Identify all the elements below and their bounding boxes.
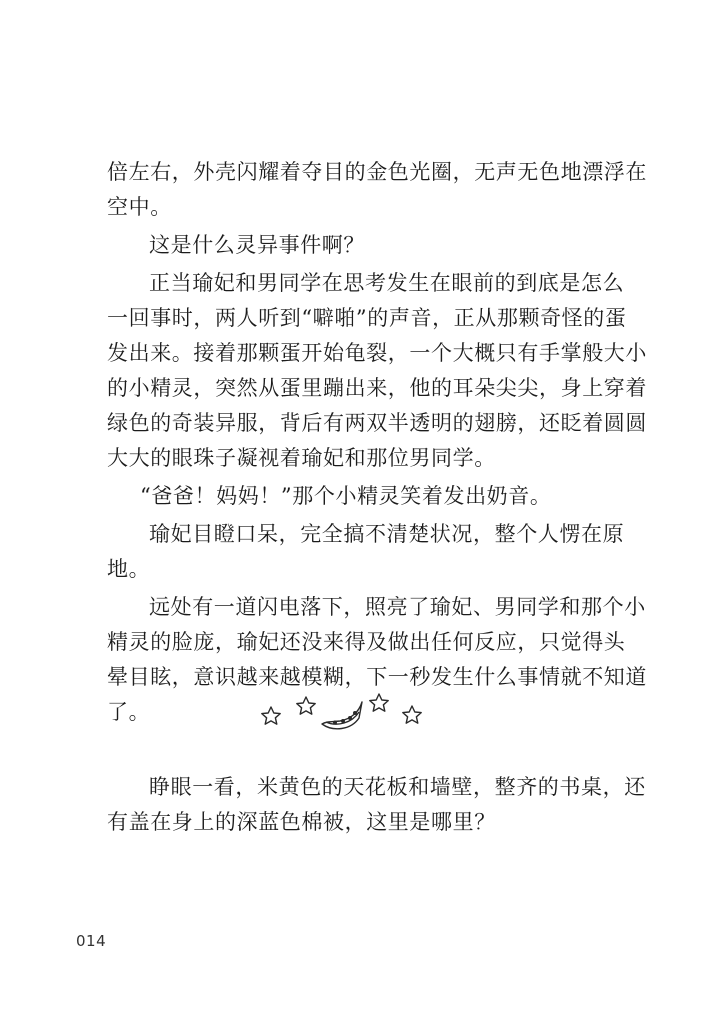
text-line: 瑜妃目瞪口呆，完全搞不清楚状况，整个人愣在原	[149, 522, 625, 546]
text-line: “爸爸！妈妈！”那个小精灵笑着发出奶音。	[140, 484, 552, 508]
text-line: 有盖在身上的深蓝色棉被，这里是哪里？	[107, 810, 496, 834]
watermelon-icon	[322, 702, 362, 729]
text-line: 地。	[107, 557, 151, 581]
text-line: 精灵的脸庞，瑜妃还没来得及做出任何反应，只觉得头	[107, 630, 626, 654]
text-line: 正当瑜妃和男同学在思考发生在眼前的到底是怎么	[149, 271, 625, 295]
text-line: 一回事时，两人听到“噼啪”的声音，正从那颗奇怪的蛋	[107, 306, 627, 330]
star-icon	[370, 694, 388, 711]
text-line: 睁眼一看，米黄色的天花板和墙壁，整齐的书桌，还	[149, 775, 646, 799]
text-line: 晕目眩，意识越来越模糊，下一秒发生什么事情就不知道	[107, 665, 647, 689]
text-line: 这是什么灵异事件啊？	[149, 233, 365, 257]
text-line: 绿色的奇装异服，背后有两双半透明的翅膀，还眨着圆圆	[107, 411, 647, 435]
watermelon-stars-ornament	[255, 688, 430, 736]
text-line: 倍左右，外壳闪耀着夺目的金色光圈，无声无色地漂浮在	[107, 160, 647, 184]
text-line: 大大的眼珠子凝视着瑜妃和那位男同学。	[107, 446, 496, 470]
text-line: 远处有一道闪电落下，照亮了瑜妃、男同学和那个小	[149, 595, 646, 619]
star-icon	[262, 707, 280, 724]
text-line: 空中。	[107, 195, 172, 219]
star-icon	[297, 697, 315, 714]
text-line: 发出来。接着那颗蛋开始龟裂，一个大概只有手掌般大小	[107, 341, 647, 365]
star-icon	[403, 706, 421, 723]
text-line: 的小精灵，突然从蛋里蹦出来，他的耳朵尖尖，身上穿着	[107, 376, 647, 400]
text-line: 了。	[107, 700, 151, 724]
page-number: 014	[76, 932, 107, 950]
